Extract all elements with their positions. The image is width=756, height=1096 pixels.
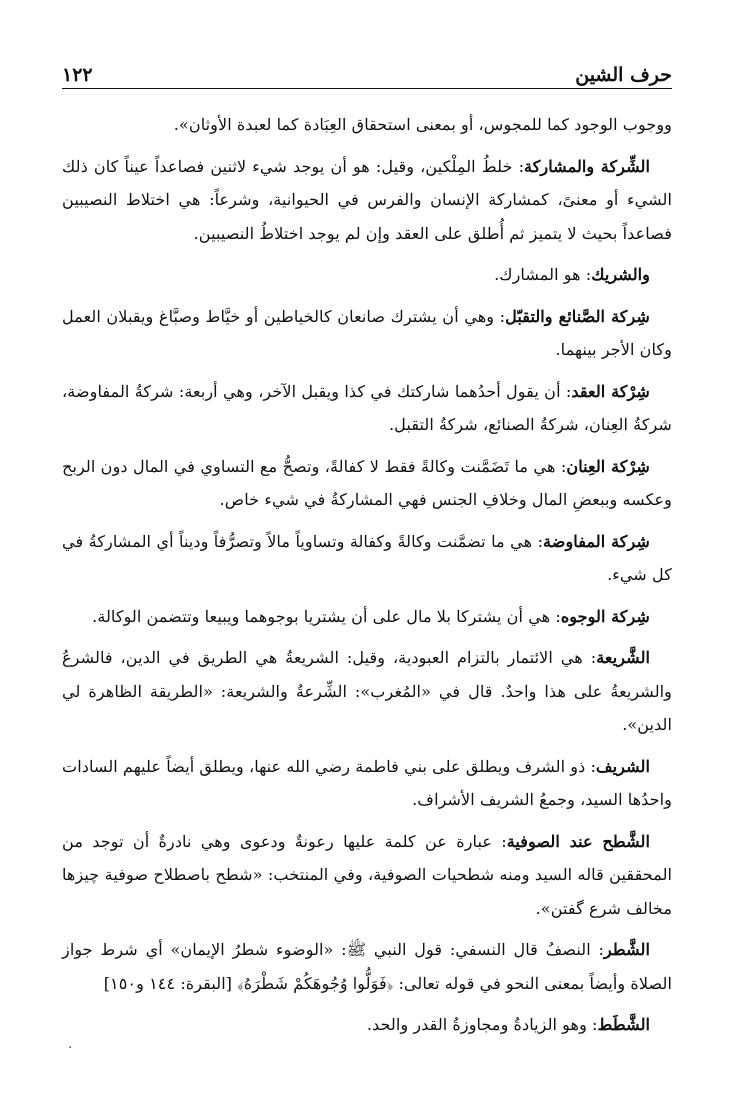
entry-paragraph — [62, 641, 672, 742]
entry-text: : هي ما تَضَمَّنت وكالةً فقط لا كفالةً، وتصحُّ مع التساوي في المال دون الربح وعكسه وببعضِ المال وخلافِ الجنس فهي المشاركةُ في شيء خاص. — [62, 456, 672, 509]
entry-text: : هي الائتمار بالتزام العبودية، وقيل: الشريعةُ هي الطريق في الدين، فالشرعُ والشريعةُ على هذا واحدٌ. قال في «المُغرب»: الشِّرعةُ والشريعة: «الطريقة الظاهرة لي الدين». — [62, 648, 672, 734]
entry-text: : هي ما تضمَّنت وكالةً وكفالة وتساوياً مالاً وتصرُّفاً وديناً أي المشاركةُ في كل شيء. — [62, 531, 672, 584]
entry-term: شِركة الوجوه — [560, 606, 650, 626]
entry-text: : وهو الزيادةُ ومجاوزةُ القدر والحد. — [366, 1015, 598, 1034]
entry-text: : هي أن يشتركا بلا مال على أن يشتريا بوجوهما ويبيعا وتتضمن الوكالة. — [92, 606, 561, 626]
entry-term: شِركة الصَّنائع والتقبّل — [505, 306, 650, 326]
header-rule — [62, 88, 672, 89]
entry-paragraph — [62, 525, 672, 592]
entry-term: والشريك — [591, 265, 650, 284]
entry-paragraph — [62, 825, 672, 926]
entry-text: : أن يقول أحدُهما شاركتك في كذا ويقبل الآخر، وهي أربعة: شركةُ المفاوضة، شركةُ العِنان، شركةُ الصنائع، شركةُ التقبل. — [62, 381, 672, 434]
entry-text: : النصفُ قال النسفي: قول النبي ﷺ: «الوضوء شطرُ الإيمان» أي شرط جواز الصلاة وأيضاً بمعنى النحو في قوله تعالى: ﴿فَوَلُّوا وُجُوهَكُمْ شَطْرَهُ﴾ [البقرة: ١٤٤ و١٥٠] — [62, 940, 672, 993]
entry-term: الشَّريعة — [596, 648, 650, 667]
entry-text: : خلطُ المِلْكين، وقيل: هو أن يوجد شيء لاثنين فصاعداً عيناً كان ذلك الشيء أو معنىً، كمشاركة الإنسان والفرس في الحيوانية، وشرعاً: هي اختلاط النصيبين فصاعداً بحيث لا يتميز ثم أُطلق على العقد وإن لم يوجد اختلاطُ النصيبين. — [62, 156, 672, 243]
entry-term: الشَّطَط — [597, 1015, 650, 1034]
entry-term: الشَّطر — [603, 940, 650, 959]
entry-text: : وهي أن يشترك صانعان كالخياطين أو خيَّاط وصبَّاغ ويقبلان العمل وكان الأجر بينهما. — [62, 306, 672, 359]
entry-term: الشَّطح عند الصوفية — [506, 831, 650, 851]
paragraph-continuation: ووجوب الوجود كما للمجوس، أو بمعنى استحقاق العِبَادة كما لعبدة الأوثان». — [173, 115, 672, 134]
entry-text: : ذو الشرف ويطلق على بني فاطمة رضي الله عنها، ويطلق أيضاً عليهم السادات واحدُها السيد، وجمعُ الشريف الأشراف. — [62, 756, 672, 809]
entry-paragraph — [62, 300, 672, 367]
entry-text: : هو المشارك. — [494, 265, 592, 284]
entry-paragraph — [62, 600, 672, 634]
entry-paragraph — [62, 933, 672, 1000]
page-body — [62, 108, 672, 1050]
scan-mark: · — [68, 1040, 73, 1056]
entry-term: الشريف — [595, 756, 650, 776]
entry-term: الشِّركة والمشاركة — [524, 156, 650, 176]
entry-term: شِرْكة العِنان — [566, 456, 650, 476]
entry-paragraph — [62, 375, 672, 442]
entry-paragraph — [62, 750, 672, 817]
entry-term: شِركة المفاوضة — [543, 531, 650, 551]
section-title: حرف الشين — [575, 64, 672, 86]
entry-paragraph — [62, 450, 672, 517]
entry-term: شِرْكة العقد — [571, 381, 650, 401]
entry-paragraph — [62, 1008, 672, 1042]
entry-paragraph — [62, 150, 672, 251]
entry-text: : عبارة عن كلمة عليها رعونةٌ ودعوى وهي نادرةٌ أن توجد من المحققين قاله السيد ومنه شطحيات الصوفية، وفي المنتخب: «شطح باصطلاح صوفية چيزها مخالف شرع گفتن». — [62, 831, 672, 918]
entry-paragraph — [62, 258, 672, 292]
page-header — [62, 52, 672, 86]
page-number: ١٢٢ — [62, 64, 93, 86]
